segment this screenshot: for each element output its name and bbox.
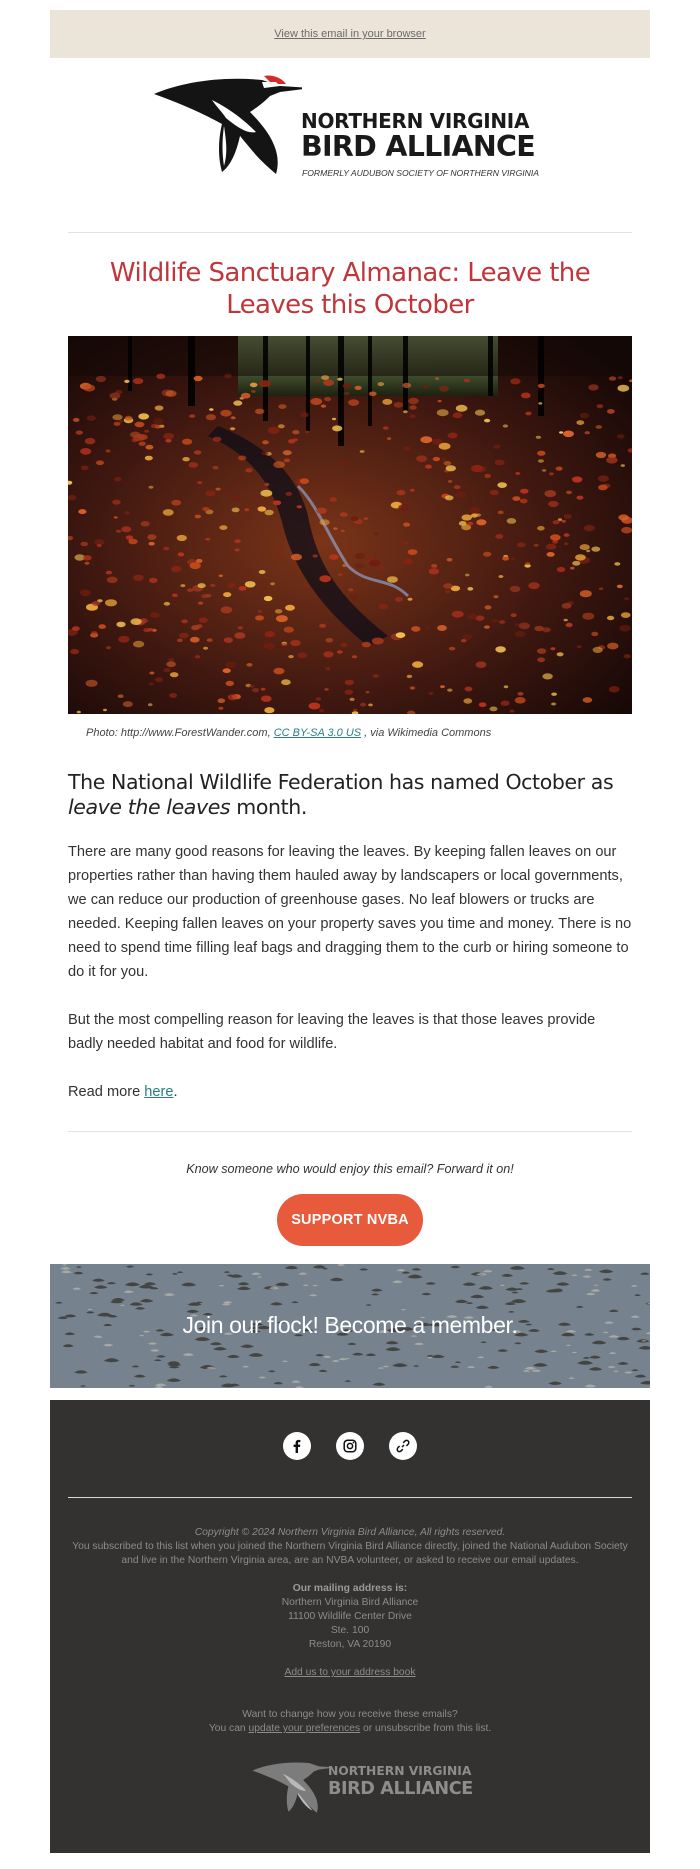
forward-text: Know someone who would enjoy this email? Forward it on! xyxy=(186,1162,514,1176)
article-title: Wildlife Sanctuary Almanac: Leave the Leaves this October xyxy=(109,258,591,320)
logo-formerly-text: FORMERLY AUDUBON SOCIETY OF NORTHERN VIRGINIA xyxy=(302,168,540,178)
nvba-logo[interactable] xyxy=(50,58,650,232)
license-link[interactable]: CC BY-SA 3.0 US xyxy=(273,727,362,739)
read-more-suffix: . xyxy=(173,1084,178,1100)
link-icon[interactable] xyxy=(389,1432,417,1460)
woodpecker-logo-icon xyxy=(152,74,302,184)
article-paragraph-2: But the most compelling reason for leaving the leaves is that those leaves provide badly needed habitat and food for wildlife. xyxy=(68,1012,596,1052)
footer-logo-line-1: NORTHERN VIRGINIA xyxy=(328,1764,472,1778)
support-nvba-button[interactable]: SUPPORT NVBA xyxy=(277,1194,423,1246)
view-in-browser-bar xyxy=(50,10,650,58)
caption-suffix: , via Wikimedia Commons xyxy=(361,727,492,739)
social-links xyxy=(50,1432,650,1460)
fallen-leaves-photo xyxy=(68,336,632,714)
read-more xyxy=(68,1080,632,1104)
woodpecker-logo-icon xyxy=(251,1760,331,1818)
logo-line-1: NORTHERN VIRGINIA xyxy=(301,109,530,133)
address-line: Reston, VA 20190 xyxy=(308,1639,392,1650)
unsubscribe-text: or unsubscribe from this list. xyxy=(360,1723,492,1734)
update-preferences-link[interactable]: update your preferences xyxy=(248,1723,361,1734)
caption-prefix: Photo: http://www.ForestWander.com, xyxy=(86,727,274,739)
lead-part-1: The National Wildlife Federation has named October as xyxy=(68,770,614,794)
lead-heading xyxy=(68,770,632,820)
divider xyxy=(68,232,632,233)
copyright: Copyright © 2024 Northern Virginia Bird Alliance, All rights reserved. xyxy=(194,1527,506,1538)
facebook-icon[interactable] xyxy=(283,1432,311,1460)
forest-leaves-image xyxy=(68,336,632,714)
subscription-notice: You subscribed to this list when you joined the Northern Virginia Bird Alliance directly, joined the National Audubon Society and live in the Northern Virginia area, are an NVBA volunteer, or asked to receive our email updates. xyxy=(72,1541,628,1566)
email-container xyxy=(50,10,650,1853)
instagram-icon[interactable] xyxy=(336,1432,364,1460)
address-line: Ste. 100 xyxy=(330,1625,370,1636)
article-paragraph-1: There are many good reasons for leaving the leaves. By keeping fallen leaves on our properties rather than having them hauled away by landscapers or local governments, we can reduce our production of greenhouse gases. No leaf blowers or trucks are needed. Keeping fallen leaves on your property saves you time and money. There is no need to spend time filling leaf bags and dragging them to the curb or hiring someone to do it for you. xyxy=(68,844,632,980)
lead-part-2: month. xyxy=(230,795,307,819)
lead-italic: leave the leaves xyxy=(68,795,231,819)
divider xyxy=(68,1131,632,1132)
address-line: 11100 Wildlife Center Drive xyxy=(288,1611,412,1622)
view-in-browser-link[interactable]: View this email in your browser xyxy=(274,28,426,40)
mailing-heading: Our mailing address is: xyxy=(292,1583,408,1594)
membership-banner[interactable] xyxy=(50,1264,650,1388)
membership-banner-text: Join our flock! Become a member. xyxy=(182,1312,518,1338)
footer-logo[interactable] xyxy=(251,1760,473,1823)
mailing-address xyxy=(68,1582,632,1652)
footer-text xyxy=(68,1526,632,1736)
read-more-link[interactable]: here xyxy=(144,1084,174,1100)
change-prefs-question: Want to change how you receive these emails? xyxy=(242,1709,458,1720)
you-can-text: You can xyxy=(208,1723,249,1734)
footer xyxy=(50,1400,650,1853)
logo-line-2: BIRD ALLIANCE xyxy=(301,130,536,163)
footer-logo-line-2: BIRD ALLIANCE xyxy=(328,1779,473,1799)
address-line: Northern Virginia Bird Alliance xyxy=(281,1597,419,1608)
footer-divider xyxy=(68,1497,632,1498)
read-more-prefix: Read more xyxy=(68,1084,145,1100)
photo-caption xyxy=(86,727,650,739)
preferences-line xyxy=(68,1722,632,1736)
add-to-address-book-link[interactable]: Add us to your address book xyxy=(284,1667,416,1678)
